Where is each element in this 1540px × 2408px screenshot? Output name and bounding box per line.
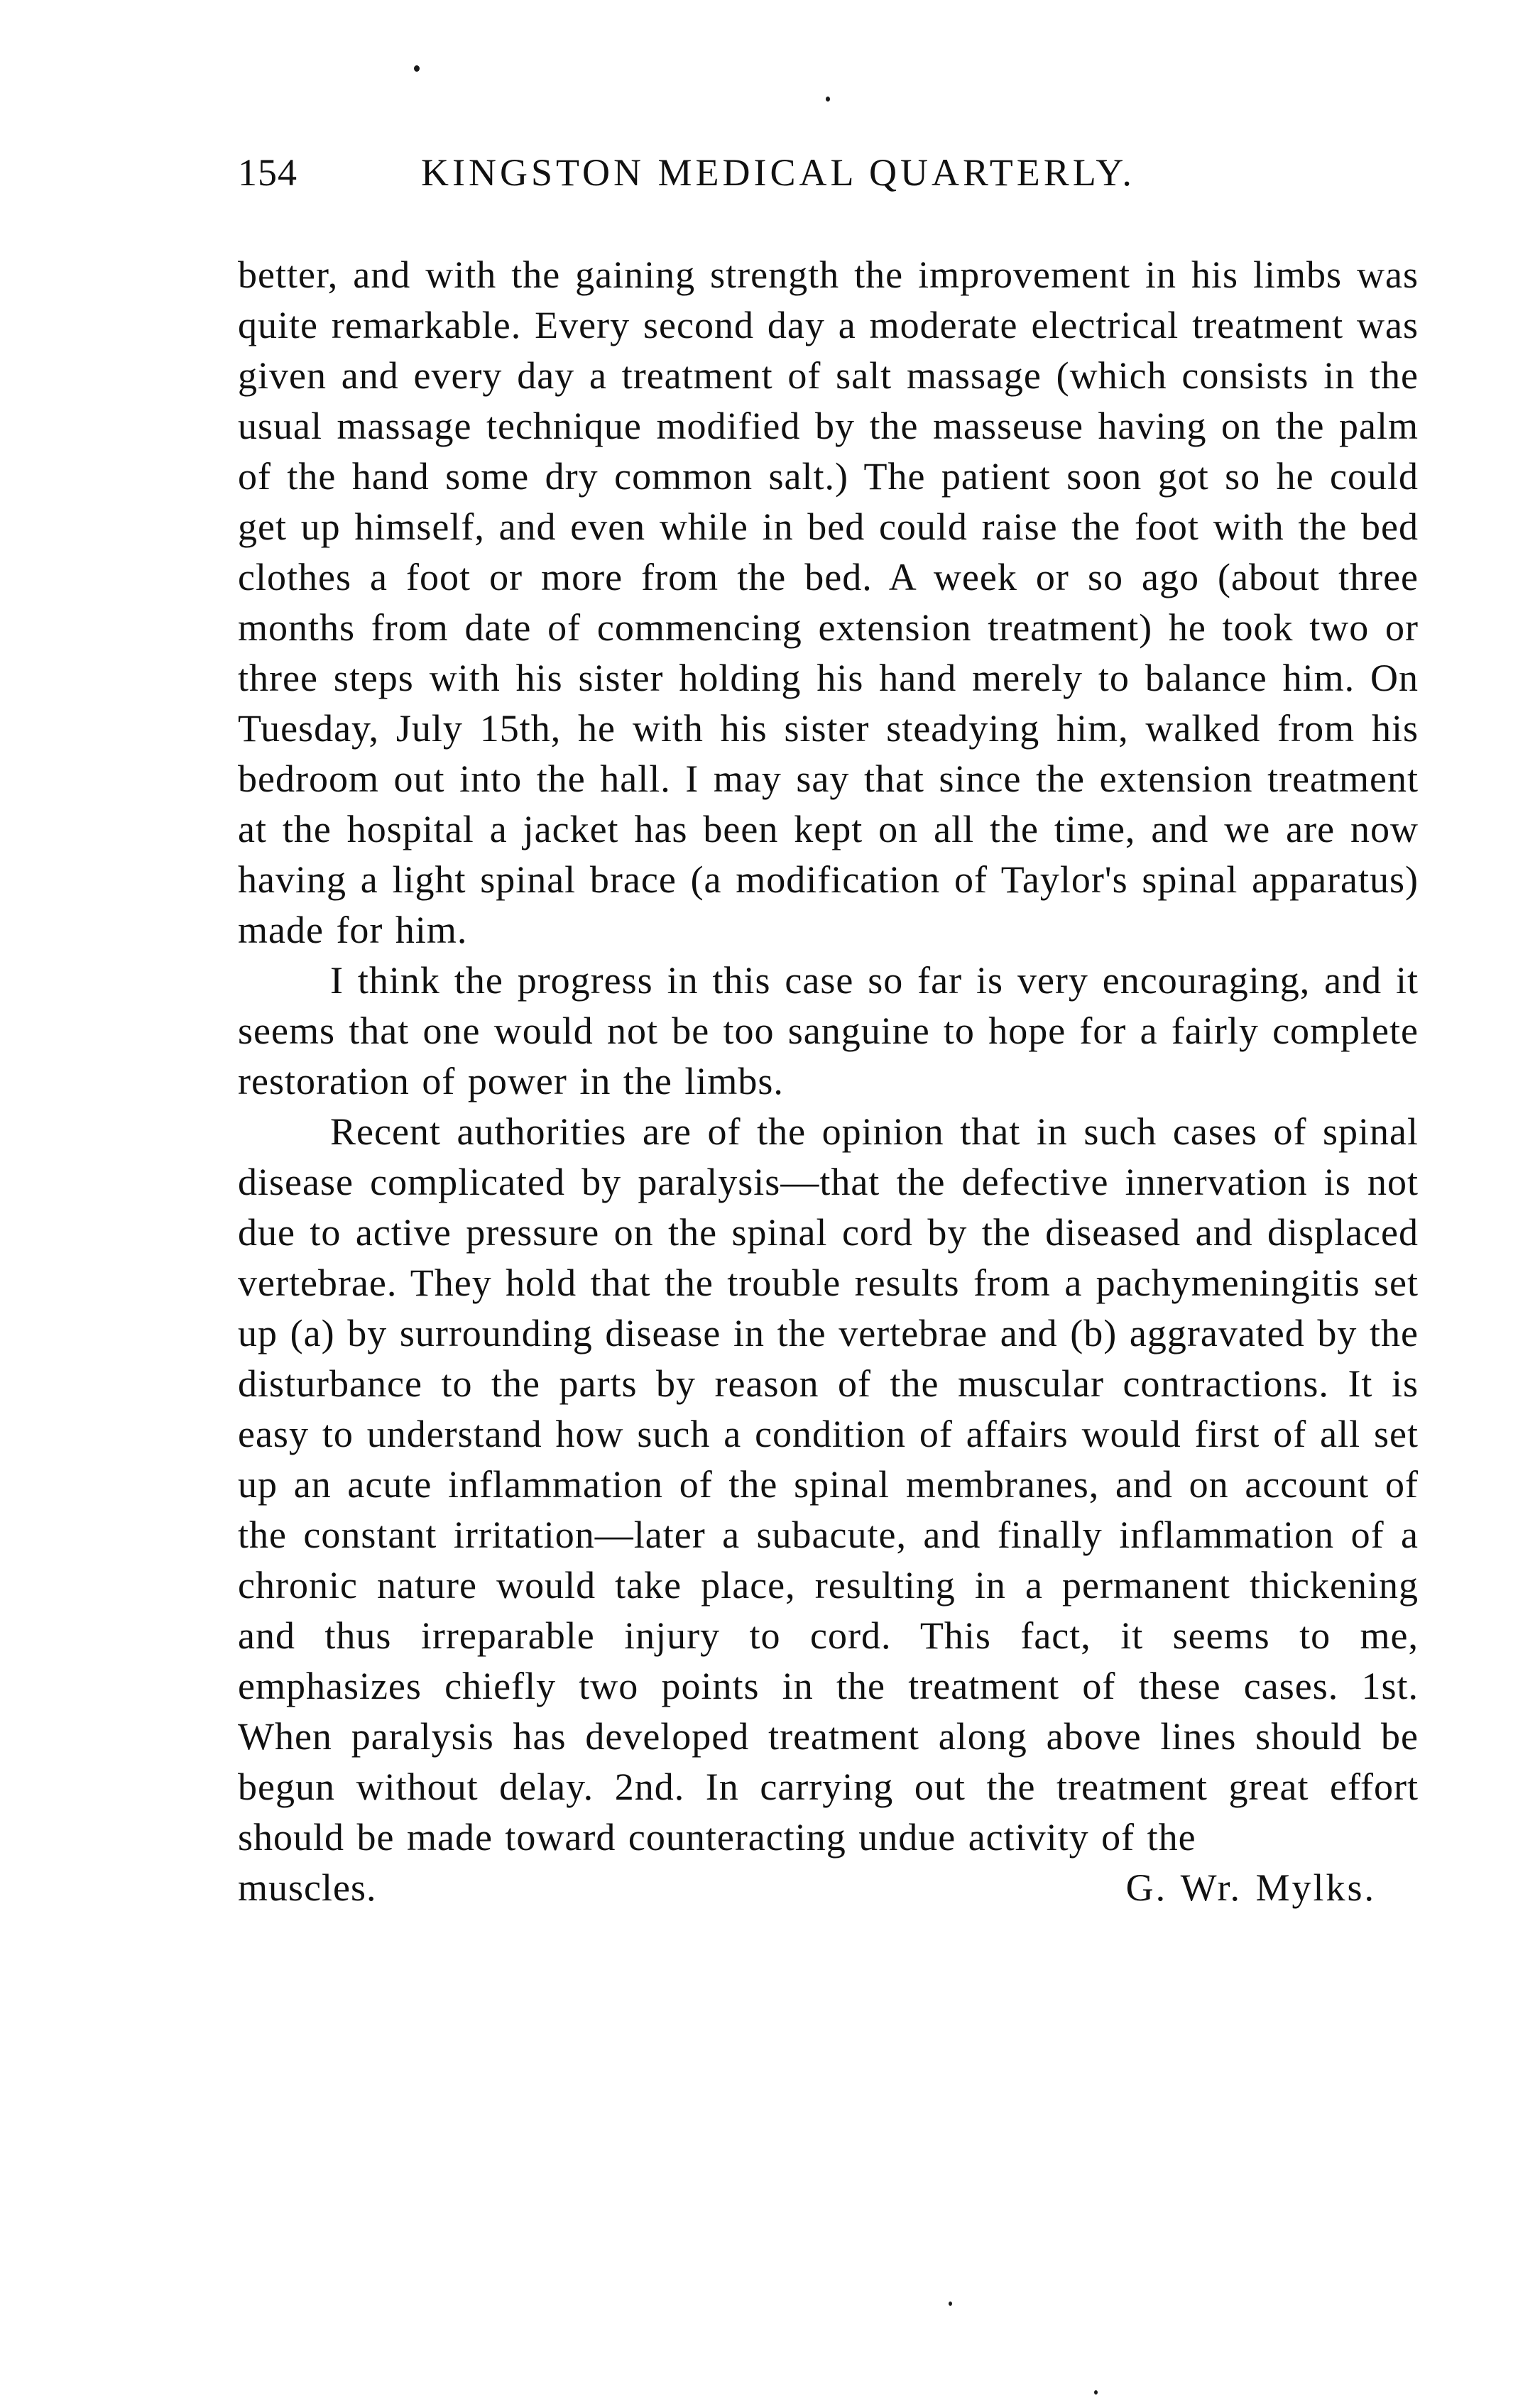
- page-number: 154: [238, 151, 297, 194]
- paragraph-1: better, and with the gaining strength the improvement in his limbs was quite remarkable. Every second day a moderate electrical treatment was given and every day a treatment of salt massage (which consists in the usual massage technique modified by the masseuse having on the palm of the hand some dry common salt.) The patient soon got so he could get up himself, and even while in bed could raise the foot with the bed clothes a foot or more from the bed. A week or so ago (about three months from date of commencing extension treatment) he took two or three steps with his sister holding his hand merely to balance him. On Tuesday, July 15th, he with his sister steadying him, walked from his bedroom out into the hall. I may say that since the extension treatment at the hospital a jacket has been kept on all the time, and we are now having a light spinal brace (a modification of Taylor's spinal apparatus) made for him.: [238, 253, 1419, 951]
- print-speck: [826, 97, 830, 102]
- article-body: [238, 250, 1419, 1913]
- print-speck: [414, 65, 420, 72]
- running-title: KINGSTON MEDICAL QUARTERLY.: [421, 151, 1135, 194]
- author-signature: G. Wr. Mylks.: [1125, 1866, 1376, 1909]
- page-header: [238, 150, 1480, 200]
- closing-word: muscles.: [238, 1866, 377, 1909]
- paragraph-3: Recent authorities are of the opinion that in such cases of spinal disease complicated by paralysis—that the defective innervation is not due to active pressure on the spinal cord by the diseased and displaced vertebrae. They hold that the trouble results from a pachymeningitis set up (a) by surrounding disease in the vertebrae and (b) aggravated by the disturbance to the parts by reason of the muscular contractions. It is easy to understand how such a condition of affairs would first of all set up an acute inflammation of the spinal membranes, and on account of the constant irritation—later a subacute, and finally inflammation of a chronic nature would take place, resulting in a permanent thickening and thus irreparable injury to cord. This fact, it seems to me, emphasizes chiefly two points in the treatment of these cases. 1st. When paralysis has developed treatment along above lines should be begun without delay. 2nd. In carrying out the treatment great effort should be made toward counteracting undue activity of the: [238, 1110, 1419, 1859]
- paragraph-2: I think the progress in this case so far is very encouraging, and it seems that one would not be too sanguine to hope for a fairly complete restoration of power in the limbs.: [238, 959, 1419, 1102]
- print-speck: [949, 2302, 952, 2306]
- print-speck: [1094, 2390, 1098, 2395]
- closing-line: [238, 1863, 1419, 1913]
